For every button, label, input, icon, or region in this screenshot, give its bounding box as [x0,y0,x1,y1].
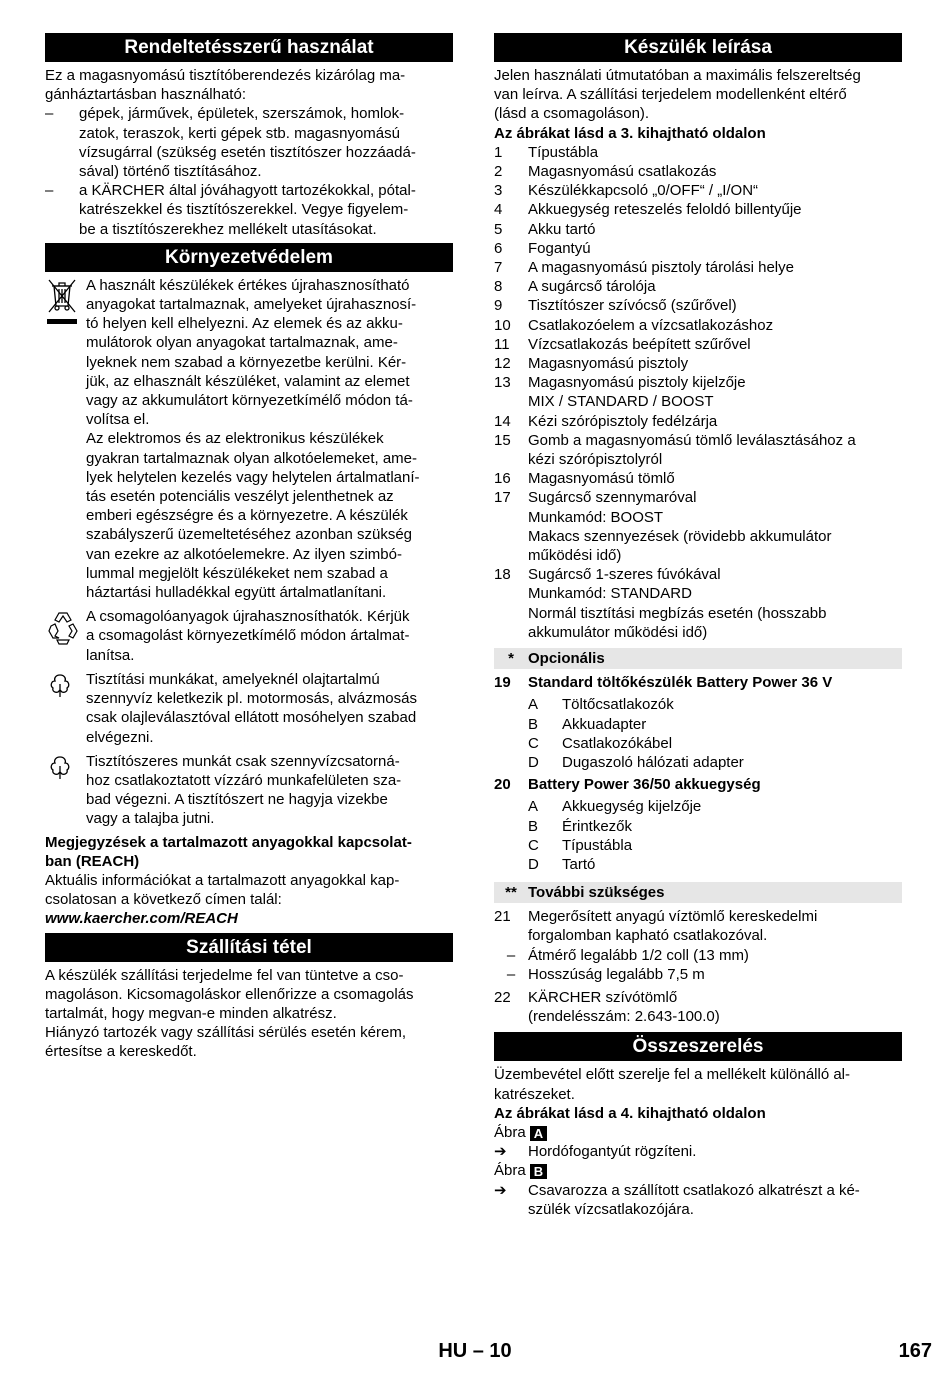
text-line: lyek helytelen kezelés vagy helytelen ártalmatlaní- [86,468,420,486]
text-line: Tisztítószeres munkát csak szennyvízcsatorná- [86,752,400,770]
sub-letter: B [528,715,539,733]
text-line: lyeknek nem szabad a környezetbe kerülni. Kér- [86,353,407,371]
sub-letter: C [528,734,539,752]
text-line: A használt készülékek értékes újrahasznosítható [86,276,410,294]
footer-page-number: 167 [898,1340,932,1362]
reach-link[interactable]: www.kaercher.com/REACH [45,910,238,928]
item-label: Munkamód: STANDARD [528,585,692,603]
text-line: (lásd a csomagoláson). [494,105,650,123]
item-label: Magasnyomású tömlő [528,470,675,488]
sub-item [494,817,902,836]
sub-item [494,695,902,714]
list-item [494,673,902,692]
assembly-intro [494,1065,902,1103]
list-item [494,988,902,1026]
further-required-header [494,882,902,903]
text-line: tartalmát, hogy megvan-e minden alkatrész. [45,1004,337,1022]
sub-item [494,715,902,734]
item-number: 13 [494,374,511,392]
text-line: A csomagolóanyagok újrahasznosíthatók. Kérjük [86,608,410,626]
sub-item [494,836,902,855]
text-line: hoz csatlakoztatott vízzáró munkafelületen sza- [86,771,402,789]
text-line: tó helyen kell elhelyezni. Az elemek és az akku- [86,315,403,333]
crossed-bin-icon [45,276,79,326]
figure-a-line [494,1123,902,1142]
text-line: van leírva. A szállítási terjedelem modellenként eltérő [494,86,847,104]
text-line: vagy az akkumulátort környezetkímélő módon tá- [86,392,413,410]
optional-header [494,648,902,669]
text-line: Az elektromos és az elektronikus készülékek [86,430,384,448]
text-line: sával) történő tisztításához. [79,163,262,181]
item-label: Sugárcső szennymaróval [528,489,697,507]
text-line: csak olajleválasztóval ellátott mosóhelyen szabad [86,709,417,727]
figure-tag: B [530,1164,547,1179]
footer-language-page: HU – 10 [438,1340,512,1362]
sub-label: Akkuegység kijelzője [562,798,702,816]
text-line: magoláson. Kicsomagoláskor ellenőrizze a csomagolás [45,985,414,1003]
delivery-text [45,966,453,1062]
section-title-intended-use: Rendeltetésszerű használat [45,33,453,62]
list-item [494,373,902,411]
item-number: 21 [494,908,511,926]
item-number: 18 [494,566,511,584]
section-title-assembly: Összeszerelés [494,1032,902,1061]
text-line: vagy a talajba jutni. [86,810,215,828]
tree-environment-icon [45,752,75,782]
item-number: 22 [494,988,511,1006]
reach-heading [45,833,453,871]
arrow-icon: ➔ [494,1143,507,1161]
text-line: A készülék szállítási terjedelme fel van tüntetve a cso- [45,966,404,984]
item-number: 12 [494,355,511,373]
dash-marker: – [506,965,516,983]
list-item [494,565,902,642]
text-line: anyagokat tartalmaznak, amelyeket újrahasznosí- [86,296,417,314]
arrow-icon: ➔ [494,1181,507,1199]
text-line: gánháztartásban használható: [45,86,246,104]
battery-sub-list [494,797,902,874]
item-number: 19 [494,674,511,692]
dash-marker: – [45,182,54,200]
item-number: 16 [494,470,511,488]
text-line: mulátorok olyan anyagokat tartalmaznak, ame- [86,334,398,352]
sub-label: Tartó [562,855,596,873]
optional-label: Opcionális [528,650,605,668]
tree-environment-icon [45,670,75,700]
dash-item [494,965,902,984]
list-item [494,162,902,181]
figure-b-line [494,1161,902,1180]
charger-sub-list [494,695,902,772]
list-item [494,258,902,277]
step-item [494,1181,902,1219]
text-line: KÄRCHER szívótömlő [528,988,678,1006]
reach-text [45,871,453,909]
text-line: Átmérő legalább 1/2 coll (13 mm) [528,946,749,964]
text-line: a csomagolást környezetkímélő módon ártalmat- [86,627,410,645]
item-number: 9 [494,297,503,315]
item-label: Gomb a magasnyomású tömlő leválasztásához a [528,431,856,449]
text-line: be a tisztítószerekhez mellékelt utasításokat. [79,220,377,238]
sub-label: Töltőcsatlakozók [562,696,674,714]
item-label: Készülékkapcsoló „0/OFF“ / „I/ON“ [528,182,759,200]
item-label: Magasnyomású pisztoly [528,355,689,373]
figure-tag: A [530,1126,547,1141]
dash-marker: – [45,105,54,123]
text-line: Aktuális információkat a tartalmazott anyagokkal kap- [45,871,400,889]
list-item [494,220,902,239]
sub-label: Dugaszoló hálózati adapter [562,753,744,771]
text-line: Üzembevétel előtt szerelje fel a mellékelt különálló al- [494,1066,851,1084]
figure-label: Ábra [494,1162,526,1180]
list-item [45,104,453,181]
text-line: Tisztítási munkákat, amelyeknél olajtartalmú [86,670,380,688]
item-label: Magasnyomású csatlakozás [528,163,717,181]
item-label: Standard töltőkészülék Battery Power 36 V [528,674,833,692]
text-line: szennyvíz keletkezik pl. motormosás, alvázmosás [86,690,417,708]
intended-use-intro [45,66,453,104]
item-number: 7 [494,259,503,277]
figure-label: Ábra [494,1123,526,1141]
text-line: gépek, járművek, épületek, szerszámok, homlok- [79,105,405,123]
list-item [494,907,902,945]
item-label: Magasnyomású pisztoly kijelzője [528,374,746,392]
item-label: akkumulátor működési idő) [528,623,708,641]
figure-reference: Az ábrákat lásd a 4. kihajtható oldalon [494,1104,766,1122]
sub-letter: A [528,696,539,714]
text-line: forgalomban kapható csatlakozóval. [528,927,768,945]
item-label: Sugárcső 1-szeres fúvókával [528,566,721,584]
item-number: 2 [494,163,503,181]
list-item [494,316,902,335]
section-title-delivery: Szállítási tétel [45,933,453,962]
list-item [494,469,902,488]
text-line: értesítse a kereskedőt. [45,1043,197,1061]
dash-marker: – [506,946,516,964]
item-label: Munkamód: BOOST [528,508,664,526]
item-label: Vízcsatlakozás beépített szűrővel [528,335,751,353]
sub-label: Típustábla [562,836,633,854]
sub-label: Csatlakozókábel [562,734,673,752]
text-line: emberi egészségre és a környezetre. A készülék [86,507,408,525]
sub-item [494,753,902,772]
item-number: 5 [494,220,503,238]
list-item [494,488,902,565]
sub-letter: A [528,798,539,816]
further-label: További szükséges [528,884,665,902]
text-line: a KÄRCHER által jóváhagyott tartozékokkal, pótal- [79,182,416,200]
text-line: tás esetén potenciális veszélyt jelenthetnek az [86,488,394,506]
text-line: vízsugárral (szükség esetén tisztítószer hozzáadá- [79,143,416,161]
text-line: volítsa el. [86,411,150,429]
item-label: Csatlakozóelem a vízcsatlakozáshoz [528,316,774,334]
oil-water-block [45,670,453,747]
item-label: Battery Power 36/50 akkuegység [528,776,761,794]
sub-label: Érintkezők [562,817,633,835]
text-line: katrészekkel és tisztítószerekkel. Vegye figyelem- [79,201,409,219]
list-item [494,181,902,200]
item-number: 6 [494,239,503,257]
section-title-environment: Környezetvédelem [45,243,453,272]
list-item [494,239,902,258]
item-label: Típustábla [528,143,599,161]
right-column [494,33,902,1219]
item-number: 3 [494,182,503,200]
recycling-icon [45,607,81,647]
text-line: lanítsa. [86,646,135,664]
text-line: van ezekre az alkotóelemekre. Az ilyen szimbó- [86,545,402,563]
item-number: 20 [494,776,511,794]
item-label: A magasnyomású pisztoly tárolási helye [528,259,794,277]
text-line: katrészeket. [494,1085,575,1103]
left-column [45,33,453,1062]
sub-letter: D [528,753,539,771]
text-line: Megjegyzések a tartalmazott anyagokkal kapcsolat- [45,833,412,851]
step-text: Hordófogantyút rögzíteni. [528,1143,697,1161]
item-label: Tisztítószer szívócső (szűrővel) [528,297,737,315]
text-line: zatok, teraszok, kerti gépek stb. magasnyomású [79,124,400,142]
text-line: (rendelésszám: 2.643-100.0) [528,1008,720,1026]
item-label: Akku tartó [528,220,596,238]
text-line: szülék vízcsatlakozójára. [528,1200,694,1218]
item-label: Akkuegység reteszelés feloldó billentyűje [528,201,802,219]
dash-item [494,946,902,965]
list-item [45,181,453,239]
item-number: 4 [494,201,503,219]
sub-item [494,797,902,816]
weee-block [45,276,453,602]
list-item [494,775,902,794]
double-asterisk-marker: ** [505,884,517,902]
text-line: lummal megjelölt készülékeket nem szabad a [86,564,388,582]
list-item [494,296,902,315]
parts-list [494,143,902,642]
text-line: Megerősített anyagú víztömlő kereskedelmi [528,908,818,926]
text-line: Hiányzó tartozék vagy szállítási sérülés esetén kérem, [45,1024,406,1042]
sub-letter: C [528,836,539,854]
text-line: ban (REACH) [45,852,140,870]
item-number: 8 [494,278,503,296]
item-label: Normál tisztítási megbízás esetén (hosszabb [528,604,827,622]
device-description-intro [494,66,902,124]
list-item [494,431,902,469]
item-number: 17 [494,489,511,507]
item-label: Makacs szennyezések (rövidebb akkumulátor [528,527,832,545]
item-number: 15 [494,431,511,449]
item-label: Fogantyú [528,239,591,257]
text-line: jük, az elhasznált készüléket, valamint az elemet [86,372,410,390]
text-line: háztartási hulladékkal együtt ártalmatlanítani. [86,584,387,602]
list-item [494,354,902,373]
text-line: bad végezni. A tisztítószert ne hagyja vizekbe [86,791,388,809]
item-label: működési idő) [528,547,622,565]
packaging-block [45,607,453,665]
list-item [494,412,902,431]
text-line: Jelen használati útmutatóban a maximális felszereltség [494,67,861,84]
asterisk-marker: * [508,650,514,668]
item-label: kézi szórópisztolyról [528,451,663,469]
list-item [494,335,902,354]
text-line: csolatosan a következő címen talál: [45,891,282,909]
list-item [494,143,902,162]
item-number: 11 [494,335,510,353]
sub-label: Akkuadapter [562,715,647,733]
text-line: elvégezni. [86,728,154,746]
list-item [494,277,902,296]
item-label: MIX / STANDARD / BOOST [528,393,714,411]
text-line: szabályszerű üzemeltetéséhez azonban szükség [86,526,413,544]
sub-item [494,734,902,753]
text-line: Hosszúság legalább 7,5 m [528,965,705,983]
section-title-device-description: Készülék leírása [494,33,902,62]
sub-letter: B [528,817,539,835]
item-number: 1 [494,143,503,161]
figure-reference: Az ábrákat lásd a 3. kihajtható oldalon [494,124,766,142]
sub-item [494,855,902,874]
step-item [494,1142,902,1161]
list-item [494,200,902,219]
detergent-block [45,752,453,829]
sub-letter: D [528,855,539,873]
item-label: Kézi szórópisztoly fedélzárja [528,412,718,430]
text-line: Ez a magasnyomású tisztítóberendezés kizárólag ma- [45,67,406,84]
item-label: A sugárcső tárolója [528,278,656,296]
text-line: Csavarozza a szállított csatlakozó alkatrészt a ké- [528,1181,860,1199]
text-line: gyakran tartalmaznak olyan alkotóelemeket, ame- [86,449,417,467]
item-number: 14 [494,412,511,430]
item-number: 10 [494,316,511,334]
